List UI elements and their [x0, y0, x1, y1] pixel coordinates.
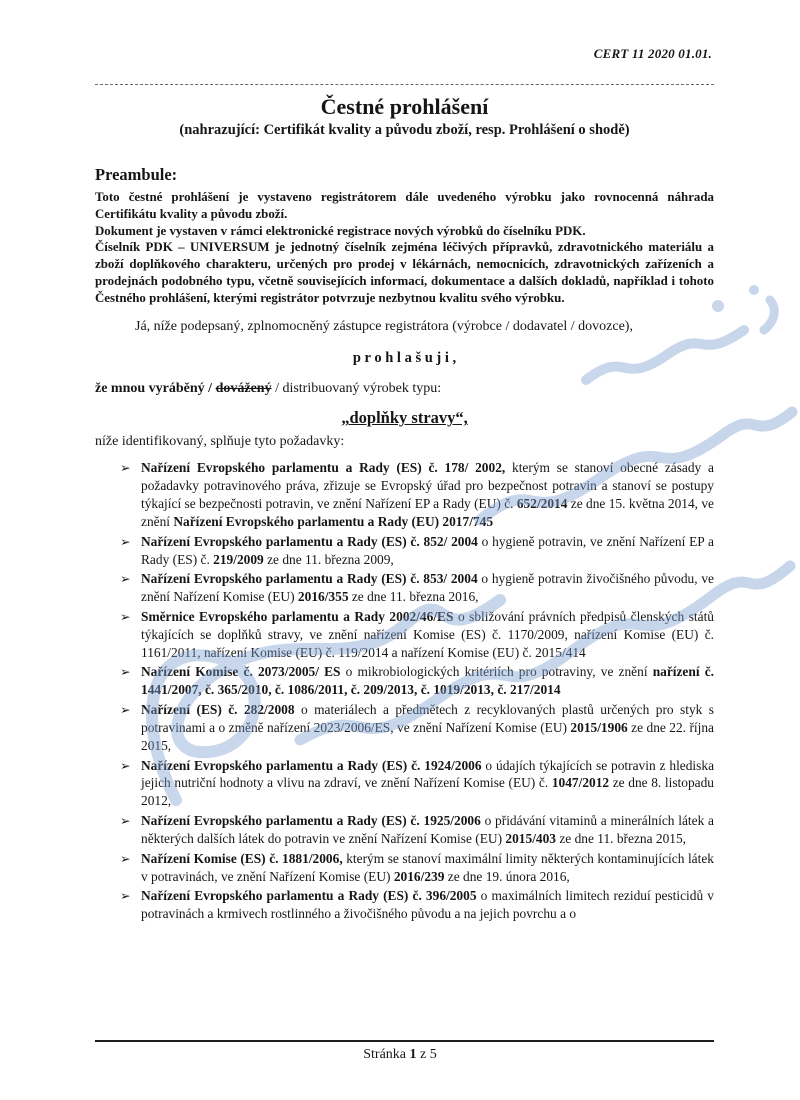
text-segment: Nařízení Evropského parlamentu a Rady (ES) č. 396/2005 [141, 888, 477, 904]
signature-dot [749, 285, 759, 295]
document-body [95, 94, 714, 925]
arrow-bullet-icon: ➢ [120, 534, 131, 549]
requirement-item [120, 570, 714, 606]
signature-stroke [764, 300, 774, 330]
text-segment: ze dne 19. února 2016, [444, 868, 570, 884]
text-segment: o materiálech a předmětech z recyklovaných plastů určených pro styk s potravinami a o změně nařízení 2023/2006/ES, ve znění Nařízení Komise (EU) [141, 702, 714, 735]
text-segment: ze dne 15. května 2014, ve znění [141, 496, 714, 529]
text-segment: o údajích týkajících se potravin z hlediska jejich nutriční hodnoty a vlivu na zdraví, ve znění Nařízení Komise (EU) č. [141, 757, 715, 791]
text-segment: o hygieně potravin, ve znění Nařízení EP a Rady (ES) č. [141, 533, 714, 567]
requirement-text [141, 609, 714, 660]
arrow-bullet-icon: ➢ [120, 461, 131, 476]
declaration-verb: p r o h l a š u j i , [352, 350, 457, 367]
text-segment: o mikrobiologických kritériích pro potraviny, ve znění [340, 664, 653, 680]
arrow-bullet-icon: ➢ [120, 889, 131, 904]
requirement-text [141, 702, 714, 753]
product-type-text: „doplňky stravy“, [341, 408, 468, 428]
text-segment: že mnou vyráběný / [95, 381, 216, 397]
requirements-intro: níže identifikovaný, splňuje tyto požadavky: [95, 434, 345, 450]
requirement-item [120, 887, 714, 923]
preambule-line: Číselník PDK – UNIVERSUM je jednotný číselník zejména léčivých přípravků, zdravotnického materiálu a zboží doplňkového charakteru, určených pro prodej v lékárnách, nemocnicích, zdravotnických zařízeních a prodejnách podobného typu, včetně souvisejících informací, dokumentace a dalších dokladů, například i tohoto Čestného prohlášení, kterými registrátor potvrzuje nezbytnou kvalitu svého výrobku. [95, 240, 714, 305]
requirement-item [120, 812, 714, 848]
requirement-text [141, 664, 714, 697]
text-segment: 2015/1906 [570, 719, 628, 735]
text-segment: Nařízení Komise (ES) č. 1881/2006, [141, 850, 343, 866]
footer-divider [95, 1040, 714, 1042]
text-segment: ze dne 11. března 2009, [263, 551, 394, 567]
text-segment: / distribuovaný výrobek typu: [271, 381, 442, 397]
text-segment: 2015/403 [505, 830, 556, 846]
text-segment: ze dne 8. listopadu 2012, [141, 775, 714, 809]
requirement-item [120, 533, 714, 569]
requirement-item [120, 459, 714, 530]
arrow-bullet-icon: ➢ [120, 851, 131, 866]
text-segment: Nařízení Evropského parlamentu a Rady (ES) č. 852/ 2004 [141, 533, 478, 549]
text-segment: ze dne 22. října 2015, [141, 719, 714, 753]
requirement-item [120, 757, 714, 810]
requirement-item [120, 663, 714, 699]
arrow-bullet-icon: ➢ [120, 665, 131, 680]
text-segment: Nařízení Evropského parlamentu a Rady (ES) č. 1925/2006 [141, 813, 481, 829]
page-number [0, 1047, 800, 1063]
text-segment: 652/2014 [516, 496, 568, 512]
text-segment: ze dne 11. března 2015, [556, 830, 687, 846]
text-segment: Nařízení Evropského parlamentu a Rady (ES) č. 1924/2006 [141, 757, 482, 773]
text-segment: Směrnice Evropského parlamentu a Rady 2002/46/ES [141, 608, 454, 624]
requirement-item [120, 850, 714, 886]
requirement-text [141, 758, 714, 809]
requirement-text [141, 460, 714, 528]
text-segment: Nařízení (ES) č. 282/2008 [141, 702, 295, 718]
product-line [95, 381, 714, 397]
arrow-bullet-icon: ➢ [120, 609, 131, 624]
document-title: Čestné prohlášení [320, 94, 489, 119]
preambule-heading: Preambule: [95, 165, 178, 184]
text-segment: kterým se stanoví maximální limity některých kontaminujících látek v potravinách, ve znění Nařízení Komise (EU) [141, 850, 714, 884]
text-segment: 219/2009 [213, 551, 264, 567]
text-segment: nařízení č. 1441/2007, č. 365/2010, č. 1086/2011, č. 209/2013, č. 1019/2013, č. 217/2014 [141, 664, 714, 698]
preambule-line: Dokument je vystaven v rámci elektronické registrace nových výrobků do číselníku PDK. [95, 223, 586, 238]
text-segment: Nařízení Evropského parlamentu a Rady (EU) 2017/745 [173, 513, 494, 529]
header-divider [95, 84, 714, 85]
arrow-bullet-icon: ➢ [120, 814, 131, 829]
preambule-line: Toto čestné prohlášení je vystaveno registrátorem dále uvedeného výrobku jako rovnocenná náhrada Certifikátu kvality a původu zboží. [95, 190, 714, 221]
arrow-bullet-icon: ➢ [120, 758, 131, 773]
preambule-text [95, 189, 714, 306]
text-segment: o maximálních limitech reziduí pesticidů v potravinách a krmivech rostlinného a živočišného původu a na jejich povrchu a o [141, 888, 714, 922]
text-segment: kterým se stanoví obecné zásady a požadavky potravinového práva, zřizuje se Evropský úřad pro bezpečnost potravin a stanoví se postupy týkající se bezpečnosti potravin, ve znění Nařízení EP a Rady (EU) č. [141, 460, 714, 512]
document-subtitle: (nahrazující: Certifikát kvality a původu zboží, resp. Prohlášení o shodě) [179, 122, 630, 138]
requirement-item [120, 701, 714, 754]
document-reference: CERT 11 2020 01.01. [593, 46, 712, 61]
text-segment: 2016/355 [297, 589, 349, 605]
arrow-bullet-icon: ➢ [120, 572, 131, 587]
text-segment: z 5 [416, 1047, 437, 1062]
requirement-text [141, 571, 714, 604]
text-segment: 2016/239 [393, 868, 445, 884]
text-segment: dovážený [215, 381, 272, 397]
requirement-text [141, 534, 714, 567]
text-segment: 1 [409, 1047, 417, 1062]
text-segment: 1047/2012 [551, 775, 610, 791]
requirement-text [141, 813, 714, 846]
text-segment: o sbližování právních předpisů členských států týkajících se doplňků stravy, ve znění nařízení Komise (ES) č. 1170/2009, nařízení Komise (EU) č. 1161/2011, nařízení Komise (EU) č. 119/2014 a nařízení Komise (EU) č. 2015/414 [141, 608, 714, 660]
text-segment: ze dne 11. března 2016, [348, 589, 479, 605]
text-segment: Nařízení Evropského parlamentu a Rady (ES) č. 178/ 2002, [141, 460, 506, 476]
text-segment: Stránka [363, 1047, 410, 1062]
declaration-intro: Já, níže podepsaný, zplnomocněný zástupce registrátora (výrobce / dodavatel / dovozce), [135, 319, 633, 335]
text-segment: Nařízení Evropského parlamentu a Rady (ES) č. 853/ 2004 [141, 571, 478, 587]
product-type [95, 408, 714, 428]
text-segment: Nařízení Komise č. 2073/2005/ ES [141, 664, 341, 680]
arrow-bullet-icon: ➢ [120, 703, 131, 718]
requirement-item [120, 608, 714, 661]
requirement-text [141, 888, 714, 921]
text-segment: o hygieně potravin živočišného původu, ve znění Nařízení Komise (EU) [141, 571, 714, 605]
text-segment: o přidávání vitaminů a minerálních látek a některých dalších látek do potravin ve znění Nařízení Komise (EU) [141, 813, 714, 846]
requirements-list [95, 459, 714, 923]
requirement-text [141, 851, 714, 884]
